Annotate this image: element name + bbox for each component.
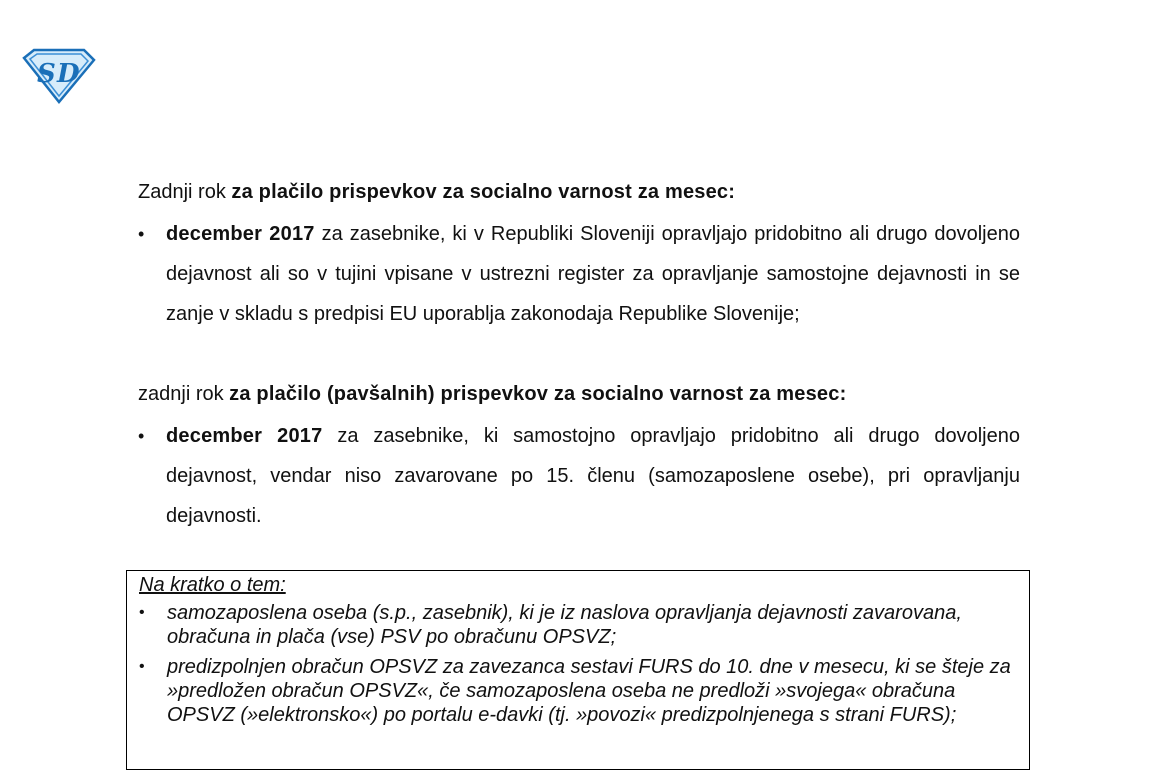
sd-logo-icon	[22, 48, 96, 104]
list-item-bold: december 2017	[166, 223, 315, 245]
bullet-icon: •	[138, 224, 145, 244]
heading-lead: zadnji rok	[138, 383, 230, 405]
list-item-body: za zasebnike, ki samostojno opravljajo pridobitno ali drugo dovoljeno dejavnost, vendar niso zavarovane po 15. členu (samozaposlene osebe), pri opravljanju dejavnosti.	[166, 425, 1020, 527]
summary-box-title: Na kratko o tem:	[139, 574, 286, 596]
heading-contributions-deadline	[138, 172, 1020, 212]
summary-list-item	[139, 655, 1024, 727]
list-item-text	[166, 214, 1020, 334]
heading-bold: za plačilo prispevkov za socialno varnost za mesec:	[231, 181, 736, 203]
heading-bold: za plačilo (pavšalnih) prispevkov za socialno varnost za mesec:	[229, 383, 847, 405]
list-item-december-1	[138, 214, 1020, 334]
bullet-icon: •	[138, 426, 145, 446]
heading-lead: Zadnji rok	[138, 181, 232, 203]
list-item-december-2	[138, 416, 1020, 536]
summary-list-item-text: samozaposlena oseba (s.p., zasebnik), ki je iz naslova opravljanja dejavnosti zavarovana, obračuna in plača (vse) PSV po obračunu OPSVZ;	[167, 602, 962, 648]
svg-text:S: S	[37, 59, 56, 89]
bullet-icon: •	[139, 658, 145, 675]
list-item-text	[166, 416, 1020, 536]
heading-flat-contributions-deadline	[138, 374, 1020, 414]
summary-box	[126, 570, 1030, 770]
list-item-body: za zasebnike, ki v Republiki Sloveniji opravljajo pridobitno ali drugo dovoljeno dejavnost ali so v tujini vpisane v ustrezni register za opravljanje samostojne dejavnosti in se zanje v skladu s predpisi EU uporablja zakonodaja Republike Slovenije;	[166, 223, 1020, 325]
svg-text:D: D	[57, 59, 80, 89]
bullet-icon: •	[139, 604, 145, 621]
list-item-bold: december 2017	[166, 425, 323, 447]
summary-list-item-text: predizpolnjen obračun OPSVZ za zavezanca sestavi FURS do 10. dne v mesecu, ki se šteje za »predložen obračun OPSVZ«, če samozaposlena oseba ne predloži »svojega« obračuna OPSVZ (»elektronsko«) po portalu e-davki (tj. »povozi« predizpolnjenega s strani FURS);	[167, 656, 1011, 726]
summary-list-item	[139, 601, 1024, 649]
